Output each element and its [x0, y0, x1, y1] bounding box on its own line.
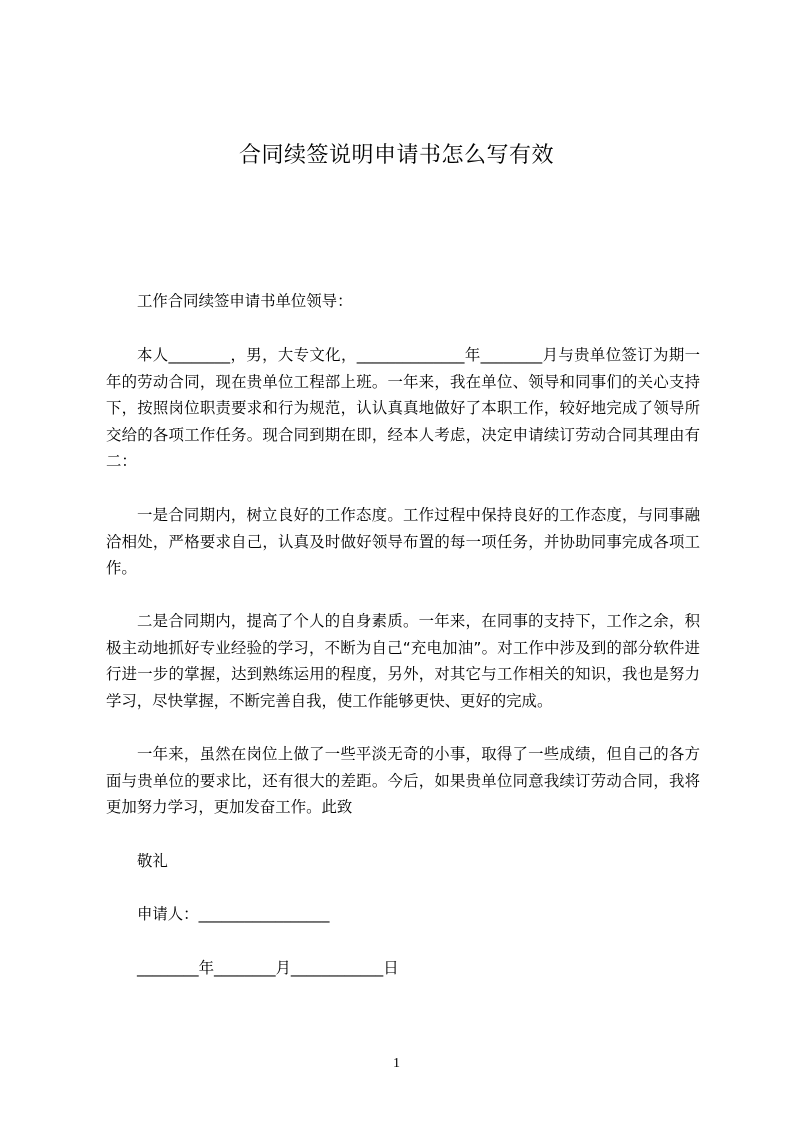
- salutation: 工作合同续签申请书单位领导：: [137, 292, 353, 310]
- paragraph-3: 二是合同期内，提高了个人的自身素质。一年来，在同事的支持下，工作之余，积极主动地抓好专业经验的学习，不断为自己“充电加油”。对工作中涉及到的部分软件进行进一步的掌握，达到熟练运用的程度，另外，对其它与工作相关的知识，我也是努力学习，尽快掌握，不断完善自我，使工作能够更快、更好的完成。: [106, 612, 700, 710]
- applicant-signature-line: 申请人：_________________: [137, 905, 330, 923]
- paragraph-2: 一是合同期内，树立良好的工作态度。工作过程中保持良好的工作态度，与同事融洽相处，严格要求自己，认真及时做好领导布置的每一项任务，并协助同事完成各项工作。: [106, 506, 700, 577]
- closing-greeting: 敬礼: [137, 852, 168, 870]
- date-line: ________年________月____________日: [137, 959, 399, 977]
- paragraph-1: 本人________，男，大专文化，______________年________月与贵单位签订为期一年的劳动合同，现在贵单位工程部上班。一年来，我在单位、领导和同事们的关心支持下，按照岗位职责要求和行为规范，认认真真地做好了本职工作，较好地完成了领导所交给的各项工作任务。现合同到期在即，经本人考虑，决定申请续订劳动合同其理由有二：: [106, 346, 700, 470]
- document-title: 合同续签说明申请书怎么写有效: [238, 143, 554, 168]
- paragraph-4: 一年来，虽然在岗位上做了一些平淡无奇的小事，取得了一些成绩，但自己的各方面与贵单位的要求比，还有很大的差距。今后，如果贵单位同意我续订劳动合同，我将更加努力学习，更加发奋工作。此致: [106, 745, 700, 816]
- page-number: 1: [393, 1056, 400, 1071]
